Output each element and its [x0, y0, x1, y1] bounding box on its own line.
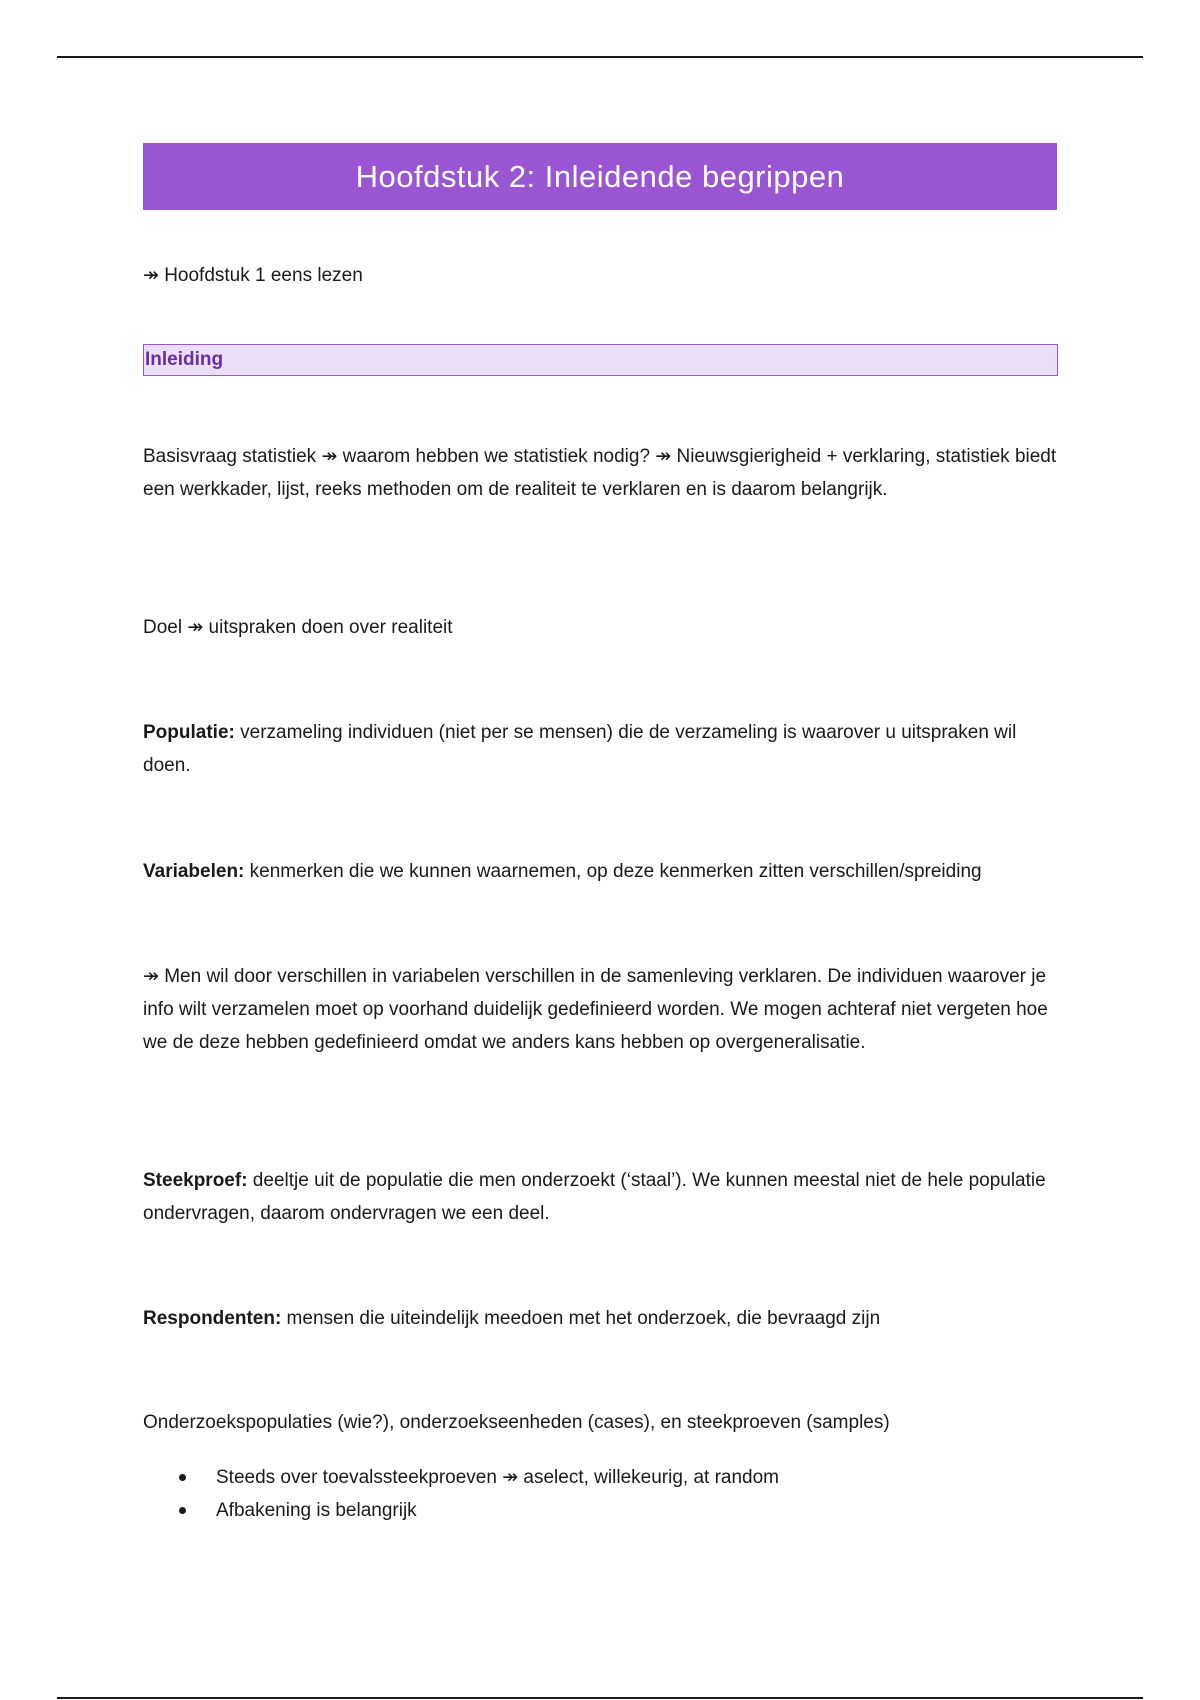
term-variabelen: Variabelen: — [143, 861, 245, 882]
header-rule — [57, 56, 1143, 58]
definition-populatie: verzameling individuen (niet per se mensen) die de verzameling is waarover u uitspraken wil doen. — [143, 722, 1017, 776]
definition-respondenten: mensen die uiteindelijk meedoen met het onderzoek, die bevraagd zijn — [281, 1308, 881, 1329]
paragraph-populatie — [143, 716, 1058, 782]
paragraph-respondenten — [143, 1302, 1058, 1335]
note-line: ↠ Hoofdstuk 1 eens lezen — [143, 265, 363, 286]
paragraph-onderzoekspopulaties: Onderzoekspopulaties (wie?), onderzoekseenheden (cases), en steekproeven (samples) — [143, 1412, 890, 1433]
term-steekproef: Steekproef: — [143, 1170, 248, 1191]
list-item — [143, 1494, 1058, 1527]
paragraph-variabelen — [143, 855, 1058, 888]
term-respondenten: Respondenten: — [143, 1308, 282, 1329]
definition-steekproef: deeltje uit de populatie die men onderzoekt (‘staal’). We kunnen meestal niet de hele populatie ondervragen, daarom ondervragen we een deel. — [143, 1170, 1046, 1224]
chapter-title: Hoofdstuk 2: Inleidende begrippen — [143, 143, 1057, 210]
paragraph-steekproef — [143, 1164, 1058, 1230]
footer-rule — [57, 1697, 1143, 1699]
definition-variabelen: kenmerken die we kunnen waarnemen, op deze kenmerken zitten verschillen/spreiding — [244, 861, 982, 882]
bullet-icon — [179, 1507, 186, 1514]
list-item-text: Afbakening is belangrijk — [216, 1500, 417, 1521]
bullet-icon — [179, 1474, 186, 1481]
paragraph-doel: Doel ↠ uitspraken doen over realiteit — [143, 617, 453, 638]
paragraph-basisvraag: Basisvraag statistiek ↠ waarom hebben we statistiek nodig? ↠ Nieuwsgierigheid + verklaring, statistiek biedt een werkkader, lijst, reeks methoden om de realiteit te verklaren en is daarom belangrijk. — [143, 446, 1057, 500]
bullet-list — [143, 1461, 1058, 1527]
list-item-text: Steeds over toevalssteekproeven ↠ aselect, willekeurig, at random — [216, 1467, 779, 1488]
list-item — [143, 1461, 1058, 1494]
section-heading: Inleiding — [143, 344, 1058, 376]
paragraph-verschillen: ↠ Men wil door verschillen in variabelen verschillen in de samenleving verklaren. De individuen waarover je info wilt verzamelen moet op voorhand duidelijk gedefinieerd worden. We mogen achteraf niet vergeten hoe we de deze hebben gedefinieerd omdat we anders kans hebben op overgeneralisatie. — [143, 966, 1048, 1053]
term-populatie: Populatie: — [143, 722, 235, 743]
